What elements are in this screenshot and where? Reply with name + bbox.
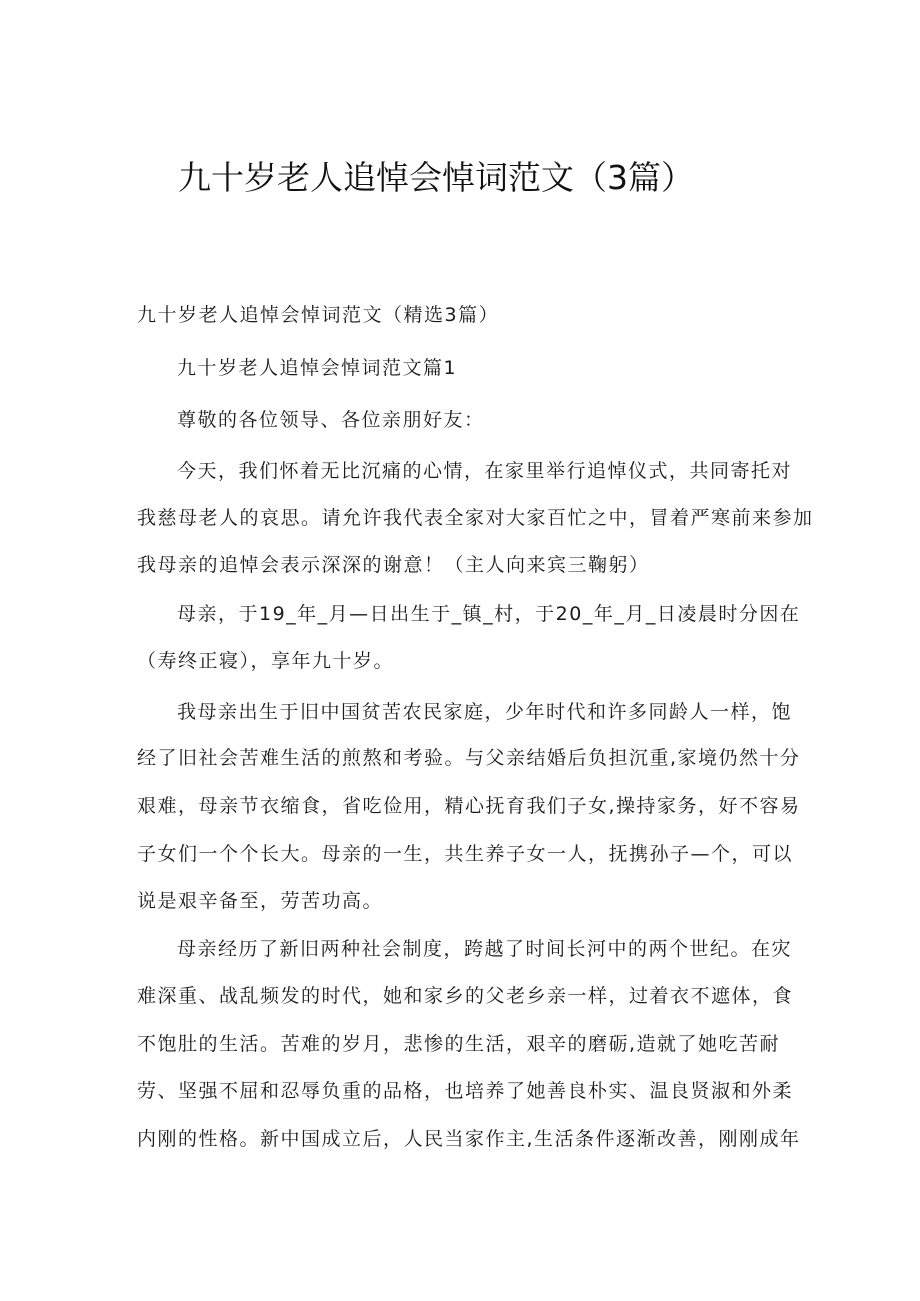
section-heading: 九十岁老人追悼会悼词范文篇1	[177, 357, 458, 379]
paragraph-line: 母亲经历了新旧两种社会制度，跨越了时间长河中的两个世纪。在灾	[177, 938, 793, 960]
subtitle-line: 九十岁老人追悼会悼词范文（精选3篇）	[137, 304, 500, 326]
salutation-line: 尊敬的各位领导、各位亲朋好友：	[177, 409, 485, 431]
paragraph-line: 子女们一个个长大。母亲的一生，共生养子女一人，抚携孙子—个，可以	[137, 843, 794, 865]
paragraph-line: （寿终正寝），享年九十岁。	[137, 650, 395, 672]
paragraph-line: 我慈母老人的哀思。请允许我代表全家对大家百忙之中，冒着严寒前来参加	[137, 507, 814, 529]
paragraph-line: 内刚的性格。新中国成立后，人民当家作主,生活条件逐渐改善，刚刚成年	[137, 1128, 801, 1150]
paragraph-line: 劳、坚强不屈和忍辱负重的品格，也培养了她善良朴实、温良贤淑和外柔	[137, 1080, 794, 1102]
paragraph-line: 我母亲的追悼会表示深深的谢意！（主人向来宾三鞠躬）	[137, 554, 650, 576]
paragraph-line: 今天，我们怀着无比沉痛的心情，在家里举行追悼仪式，共同寄托对	[177, 460, 793, 482]
paragraph-line: 难深重、战乱频发的时代，她和家乡的父老乡亲一样，过着衣不遮体，食	[137, 985, 794, 1007]
paragraph-line: 经了旧社会苦难生活的煎熬和考验。与父亲结婚后负担沉重,家境仍然十分	[137, 747, 801, 769]
paragraph-line: 不饱肚的生活。苦难的岁月，悲惨的生活，艰辛的磨砺,造就了她吃苦耐	[137, 1033, 781, 1055]
paragraph-line: 母亲，于19_年_月—日出生于_镇_村，于20_年_月_日凌晨时分因在	[177, 603, 801, 625]
document-title: 九十岁老人追悼会悼词范文（3篇）	[178, 158, 694, 197]
paragraph-line: 说是艰辛备至，劳苦功高。	[137, 890, 384, 912]
paragraph-line: 艰难，母亲节衣缩食，省吃俭用，精心抚育我们子女,操持家务，好不容易	[137, 795, 801, 817]
paragraph-line: 我母亲出生于旧中国贫苦农民家庭，少年时代和许多同龄人一样，饱	[177, 701, 793, 723]
